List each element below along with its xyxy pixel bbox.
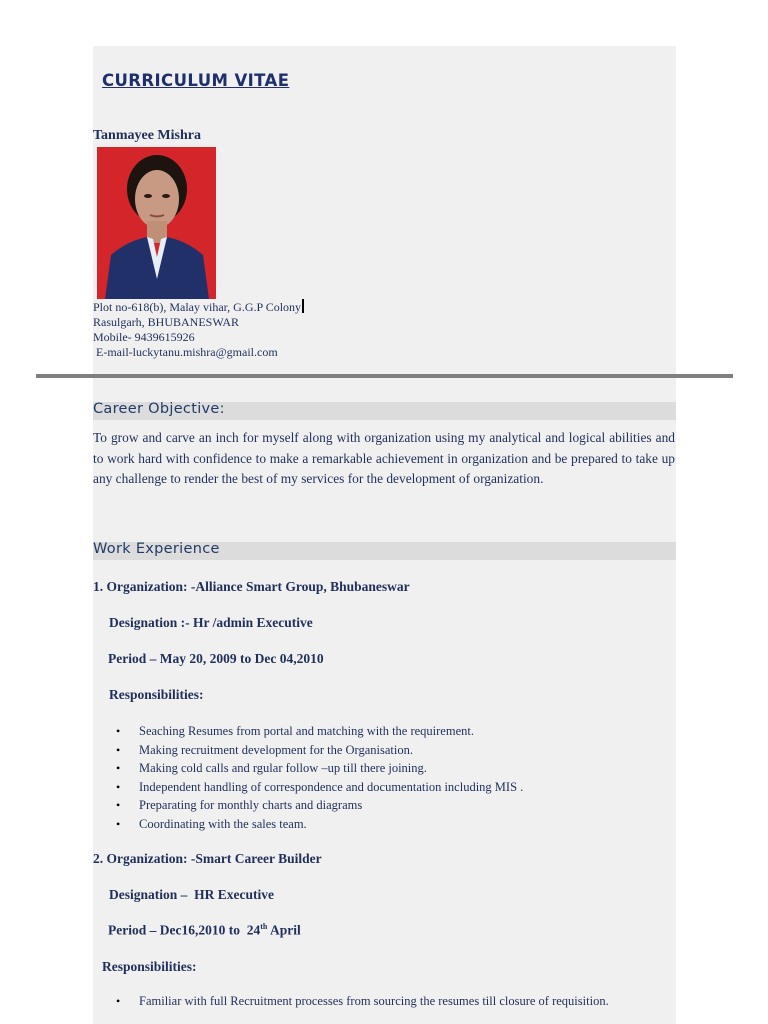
list-item: • Preparating for monthly charts and diagrams [139, 796, 523, 815]
candidate-name: Tanmayee Mishra [93, 128, 201, 143]
contact-address [93, 299, 304, 360]
job-1-responsibility-list [93, 722, 523, 833]
career-objective-heading-band [93, 402, 676, 420]
profile-photo [97, 147, 216, 299]
job-2-responsibilities-label: Responsibilities: [102, 959, 197, 974]
job-2-designation: Designation – HR Executive [109, 887, 274, 902]
address-line-2: Rasulgarh, BHUBANESWAR [93, 315, 239, 329]
mobile-number: Mobile- 9439615926 [93, 330, 195, 344]
job-2-responsibility-list [93, 992, 609, 1011]
job-2-period-end: April [267, 922, 301, 938]
career-objective-text: To grow and carve an inch for myself along with organization using my analytical and logical abilities and to work hard with confidence to make a remarkable achievement in organization and be prepared to take up any challenge to render the best of my services for the development of organization. [93, 430, 675, 486]
job-1-organization: 1. Organization: -Alliance Smart Group, Bhubaneswar [93, 579, 410, 594]
job-1-period: Period – May 20, 2009 to Dec 04,2010 [108, 651, 324, 666]
job-1-designation: Designation :- Hr /admin Executive [109, 615, 313, 630]
list-item: • Seaching Resumes from portal and matching with the requirement. [139, 722, 523, 741]
email-address: E-mail-luckytanu.mishra@gmail.com [93, 345, 278, 359]
list-item: • Making recruitment development for the Organisation. [139, 741, 523, 760]
list-item: • Independent handling of correspondence and documentation including MIS . [139, 778, 523, 797]
job-2-period [108, 922, 301, 939]
text-cursor [302, 299, 304, 313]
list-item: • Familiar with full Recruitment processes from sourcing the resumes till closure of requisition. [139, 992, 609, 1011]
horizontal-divider [36, 374, 733, 378]
list-item: • Coordinating with the sales team. [139, 815, 523, 834]
job-1-responsibilities-label: Responsibilities: [109, 687, 204, 702]
job-2-period-superscript: th [260, 922, 268, 931]
address-line-1: Plot no-618(b), Malay vihar, G.G.P Colony [93, 300, 302, 314]
career-objective-heading: Career Objective: [93, 401, 225, 417]
document-title: CURRICULUM VITAE [102, 71, 290, 90]
work-experience-heading: Work Experience [93, 541, 220, 557]
work-experience-heading-band [93, 542, 676, 560]
job-2-organization: 2. Organization: -Smart Career Builder [93, 851, 322, 866]
list-item: • Making cold calls and rgular follow –up till there joining. [139, 759, 523, 778]
job-2-period-start: Period – Dec16,2010 to 24 [108, 922, 261, 938]
